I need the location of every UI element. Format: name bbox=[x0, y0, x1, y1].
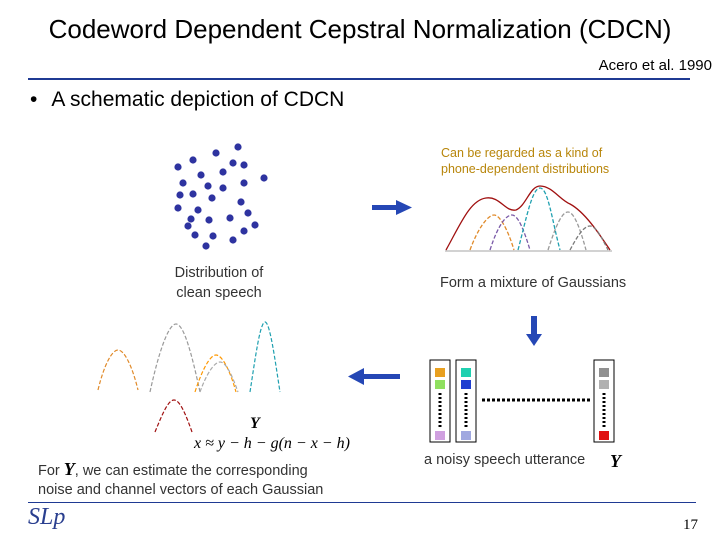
clean-speech-dot bbox=[240, 227, 247, 234]
clean-speech-dot bbox=[174, 204, 181, 211]
clean-speech-dot bbox=[202, 242, 209, 249]
bullet-text: A schematic depiction of CDCN bbox=[51, 88, 345, 111]
clean-speech-dot bbox=[208, 194, 215, 201]
clean-speech-dot bbox=[174, 163, 181, 170]
vector-cell bbox=[599, 431, 609, 440]
vector-cell bbox=[435, 431, 445, 440]
clean-speech-dot bbox=[189, 156, 196, 163]
y-symbol-inline: Y bbox=[63, 459, 75, 479]
clean-speech-dot bbox=[219, 184, 226, 191]
estimate-text-1: , we can estimate the corresponding bbox=[74, 463, 308, 479]
bullet-marker: • bbox=[30, 88, 38, 111]
mixture-label: Form a mixture of Gaussians bbox=[440, 275, 627, 291]
shifted-gaussian-1 bbox=[98, 350, 138, 390]
clean-speech-dot bbox=[260, 174, 267, 181]
noisy-utterance-label: a noisy speech utterance bbox=[424, 452, 586, 468]
slp-logo: SLp bbox=[28, 504, 66, 530]
gaussian-4 bbox=[548, 212, 586, 250]
vector-column-1 bbox=[430, 360, 450, 442]
clean-speech-dot bbox=[237, 198, 244, 205]
vector-cell bbox=[599, 380, 609, 389]
clean-speech-dot bbox=[244, 209, 251, 216]
clean-speech-dot bbox=[204, 182, 211, 189]
equation-y-symbol: Y bbox=[250, 415, 260, 432]
compensation-equation: x ≈ y − h − g(n − x − h) bbox=[194, 435, 350, 452]
clean-speech-dot bbox=[194, 206, 201, 213]
vector-cell bbox=[461, 380, 471, 389]
page-number: 17 bbox=[683, 517, 698, 533]
vector-cell bbox=[461, 368, 471, 377]
gaussian-1 bbox=[470, 215, 514, 250]
clean-speech-dot bbox=[189, 190, 196, 197]
mixture-envelope bbox=[446, 186, 610, 250]
clean-speech-dots bbox=[174, 143, 267, 249]
clean-speech-dot bbox=[197, 171, 204, 178]
clean-speech-dot bbox=[229, 236, 236, 243]
clean-speech-dot bbox=[209, 232, 216, 239]
gaussian-3 bbox=[518, 188, 560, 250]
shifted-gaussian-5 bbox=[250, 322, 280, 392]
footer-rule bbox=[28, 502, 696, 503]
arrow-right bbox=[372, 200, 412, 215]
clean-speech-dot bbox=[176, 191, 183, 198]
arrow-left bbox=[348, 368, 400, 385]
clean-speech-line-1: Distribution of bbox=[174, 265, 264, 281]
phone-gaussians bbox=[445, 186, 612, 251]
clean-speech-dot bbox=[240, 179, 247, 186]
clean-speech-dot bbox=[240, 161, 247, 168]
arrow-down bbox=[526, 316, 542, 346]
vector-cell bbox=[435, 368, 445, 377]
gaussian-2 bbox=[490, 215, 530, 250]
vector-cell bbox=[435, 380, 445, 389]
clean-speech-dot bbox=[234, 143, 241, 150]
clean-speech-dot bbox=[226, 214, 233, 221]
clean-speech-dot bbox=[251, 221, 258, 228]
clean-speech-dot bbox=[184, 222, 191, 229]
vector-column-3 bbox=[594, 360, 614, 442]
citation: Acero et al. 1990 bbox=[598, 57, 712, 74]
clean-speech-dot bbox=[212, 149, 219, 156]
clean-speech-dot bbox=[187, 215, 194, 222]
estimate-line-2: noise and channel vectors of each Gaussian bbox=[38, 482, 324, 498]
clean-speech-dot bbox=[219, 168, 226, 175]
shifted-gaussian-6 bbox=[155, 400, 192, 432]
clean-speech-dot bbox=[229, 159, 236, 166]
vector-cell bbox=[599, 368, 609, 377]
vector-cell bbox=[461, 431, 471, 440]
clean-speech-dot bbox=[205, 216, 212, 223]
shifted-gaussian-2 bbox=[150, 324, 200, 392]
noisy-y-symbol: Y bbox=[610, 451, 621, 471]
annotation-line-2: phone-dependent distributions bbox=[441, 162, 610, 176]
slide-title: Codeword Dependent Cepstral Normalization (CDCN) bbox=[48, 14, 672, 44]
clean-speech-dot bbox=[179, 179, 186, 186]
gaussian-5 bbox=[570, 226, 608, 250]
clean-speech-dot bbox=[191, 231, 198, 238]
shifted-gaussian-3 bbox=[195, 355, 236, 392]
annotation-line-1: Can be regarded as a kind of bbox=[441, 146, 603, 160]
clean-speech-line-2: clean speech bbox=[176, 285, 262, 301]
vector-column-2 bbox=[456, 360, 476, 442]
for-word: For bbox=[38, 463, 60, 479]
